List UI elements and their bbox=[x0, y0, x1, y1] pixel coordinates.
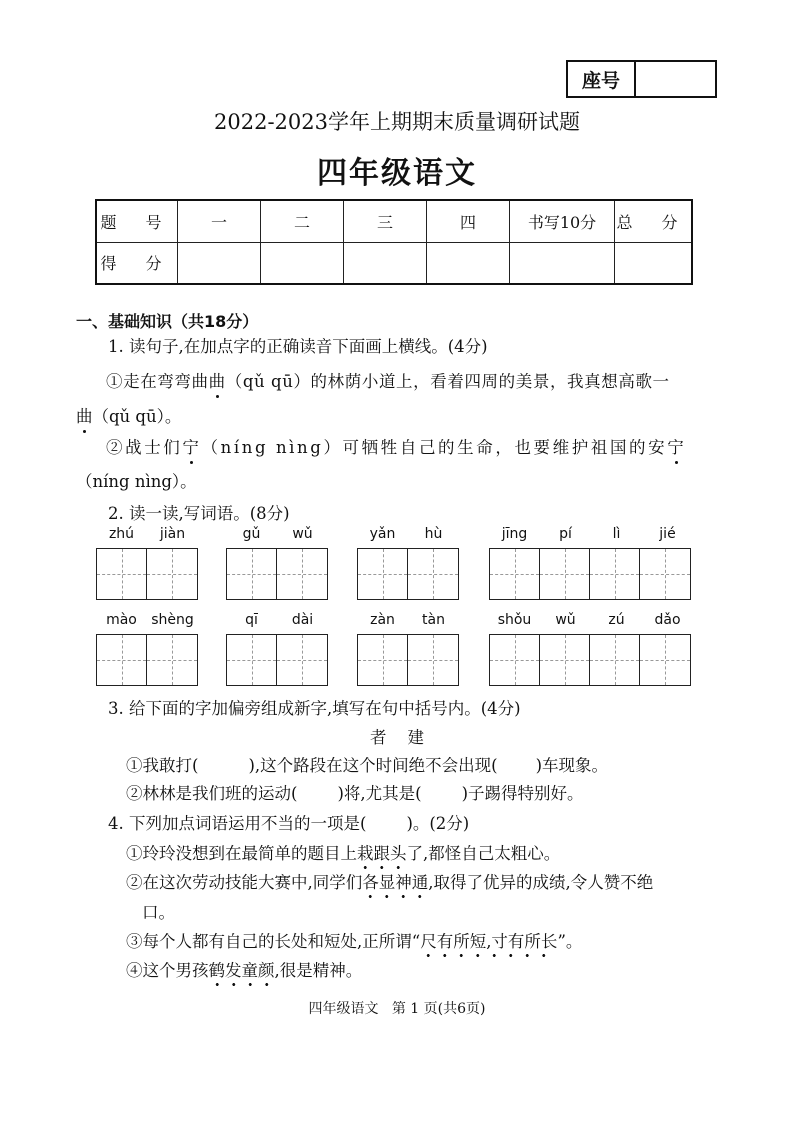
q1-prompt: 1. 读句子,在加点字的正确读音下面画上横线。(4分) bbox=[108, 337, 488, 356]
text: ②战士们 bbox=[106, 438, 183, 457]
score-table bbox=[95, 199, 693, 285]
text: )。(2分) bbox=[406, 814, 470, 833]
score-header-cell: 三 bbox=[344, 200, 427, 242]
writing-boxes[interactable] bbox=[489, 634, 691, 686]
text: ③每个人都有自己的长处和短处,正所谓“ bbox=[126, 932, 421, 951]
pinyin: zàn bbox=[370, 612, 395, 628]
text: ,很是精神。 bbox=[274, 961, 363, 980]
pinyin: shǒu bbox=[497, 612, 532, 628]
pinyin: qī bbox=[245, 612, 258, 628]
writing-boxes[interactable] bbox=[357, 548, 459, 600]
pinyin: yǎn bbox=[369, 526, 396, 542]
dotted-char: 曲 bbox=[208, 372, 226, 391]
text: )车现象。 bbox=[535, 756, 608, 775]
section-heading: 一、基础知识（共18分） bbox=[76, 312, 259, 331]
text: ①我敢打( bbox=[126, 756, 199, 775]
text: （qǔ qū）的林荫小道上，看着四周的美景，我真想高歌一 bbox=[225, 372, 670, 391]
score-header-cell: 二 bbox=[261, 200, 344, 242]
writing-boxes[interactable] bbox=[96, 548, 198, 600]
writing-boxes[interactable] bbox=[96, 634, 198, 686]
text: ,取得了优异的成绩,令人赞不绝 bbox=[428, 873, 654, 892]
writing-boxes[interactable] bbox=[357, 634, 459, 686]
pinyin: dài bbox=[291, 612, 314, 628]
pinyin: jīng bbox=[501, 526, 528, 542]
text: ①玲玲没想到在最简单的题目上 bbox=[126, 844, 357, 863]
q4-option3 bbox=[126, 928, 582, 952]
dotted-char: 宁 bbox=[667, 438, 687, 457]
writing-boxes[interactable] bbox=[489, 548, 691, 600]
exam-title: 2022-2023学年上期期末质量调研试题 bbox=[214, 110, 580, 134]
pinyin: shèng bbox=[151, 612, 194, 628]
seat-number-field[interactable] bbox=[636, 62, 715, 96]
writing-boxes[interactable] bbox=[226, 548, 328, 600]
text: )子踢得特别好。 bbox=[461, 784, 584, 803]
score-cell[interactable] bbox=[510, 242, 615, 284]
q4-option2 bbox=[126, 869, 653, 893]
score-cell[interactable] bbox=[178, 242, 261, 284]
text: ②林林是我们班的运动( bbox=[126, 784, 298, 803]
pinyin: tàn bbox=[422, 612, 445, 628]
q3-line1 bbox=[126, 752, 608, 776]
seat-number-box[interactable] bbox=[566, 60, 717, 98]
pinyin: dǎo bbox=[654, 612, 681, 628]
dotted-word: 尺有所短,寸有所长 bbox=[420, 932, 557, 958]
pinyin: wǔ bbox=[555, 612, 576, 628]
q4-prompt bbox=[108, 810, 469, 834]
text: ④这个男孩 bbox=[126, 961, 209, 980]
score-header-cell: 书写10分 bbox=[510, 200, 615, 242]
text: )将,尤其是( bbox=[337, 784, 422, 803]
dotted-char: 宁 bbox=[182, 438, 202, 457]
score-header-cell: 四 bbox=[427, 200, 510, 242]
q1-sentence2-line1 bbox=[106, 434, 686, 458]
score-header-cell: 总 分 bbox=[615, 200, 693, 242]
pinyin: zhú bbox=[108, 526, 135, 542]
text: （qǔ qū）。 bbox=[92, 407, 182, 426]
q4-option1 bbox=[126, 840, 560, 864]
seat-number-label: 座号 bbox=[568, 62, 636, 96]
pinyin: jiàn bbox=[159, 526, 186, 542]
q1-sentence1-line2 bbox=[76, 403, 181, 427]
q3-prompt: 3. 给下面的字加偏旁组成新字,填写在句中括号内。(4分) bbox=[108, 699, 521, 718]
text: 了,都怪自己太粗心。 bbox=[406, 844, 561, 863]
q4-option4 bbox=[126, 957, 362, 981]
dotted-char: 曲 bbox=[76, 407, 93, 426]
pinyin: pí bbox=[559, 526, 572, 542]
pinyin: zú bbox=[608, 612, 625, 628]
text: ②在这次劳动技能大赛中,同学们 bbox=[126, 873, 363, 892]
text: ),这个路段在这个时间绝不会出现( bbox=[248, 756, 498, 775]
pinyin: jié bbox=[659, 526, 676, 542]
text: （níng nìng）可牺牲自己的生命，也要维护祖国的安 bbox=[201, 438, 668, 457]
q3-line2 bbox=[126, 780, 584, 804]
writing-boxes[interactable] bbox=[226, 634, 328, 686]
pinyin: wǔ bbox=[292, 526, 313, 542]
q4-option2-cont: 口。 bbox=[142, 903, 175, 922]
score-header-cell: 一 bbox=[178, 200, 261, 242]
score-cell[interactable] bbox=[261, 242, 344, 284]
score-header-cell: 题 号 bbox=[96, 200, 178, 242]
q1-sentence2-line2: （níng nìng）。 bbox=[76, 472, 197, 491]
score-cell[interactable] bbox=[427, 242, 510, 284]
pinyin: lì bbox=[612, 526, 621, 542]
score-cell[interactable] bbox=[615, 242, 693, 284]
pinyin: hù bbox=[424, 526, 443, 542]
text: ①走在弯弯曲 bbox=[106, 372, 209, 391]
page-footer: 四年级语文 第 1 页(共6页) bbox=[308, 1001, 486, 1017]
dotted-word: 鹤发童颜 bbox=[209, 961, 275, 987]
q1-sentence1-line1 bbox=[106, 368, 670, 392]
subject-title: 四年级语文 bbox=[317, 156, 477, 191]
dotted-word: 各显神通 bbox=[362, 873, 428, 899]
score-cell[interactable] bbox=[344, 242, 427, 284]
q2-prompt: 2. 读一读,写词语。(8分) bbox=[108, 504, 290, 523]
q3-chars: 者 建 bbox=[370, 728, 424, 747]
dotted-word: 栽跟头 bbox=[357, 844, 407, 870]
text: 4. 下列加点词语运用不当的一项是( bbox=[108, 814, 367, 833]
text: ”。 bbox=[557, 932, 583, 951]
pinyin: gǔ bbox=[242, 526, 261, 542]
score-row-label: 得 分 bbox=[96, 242, 178, 284]
pinyin: mào bbox=[106, 612, 137, 628]
